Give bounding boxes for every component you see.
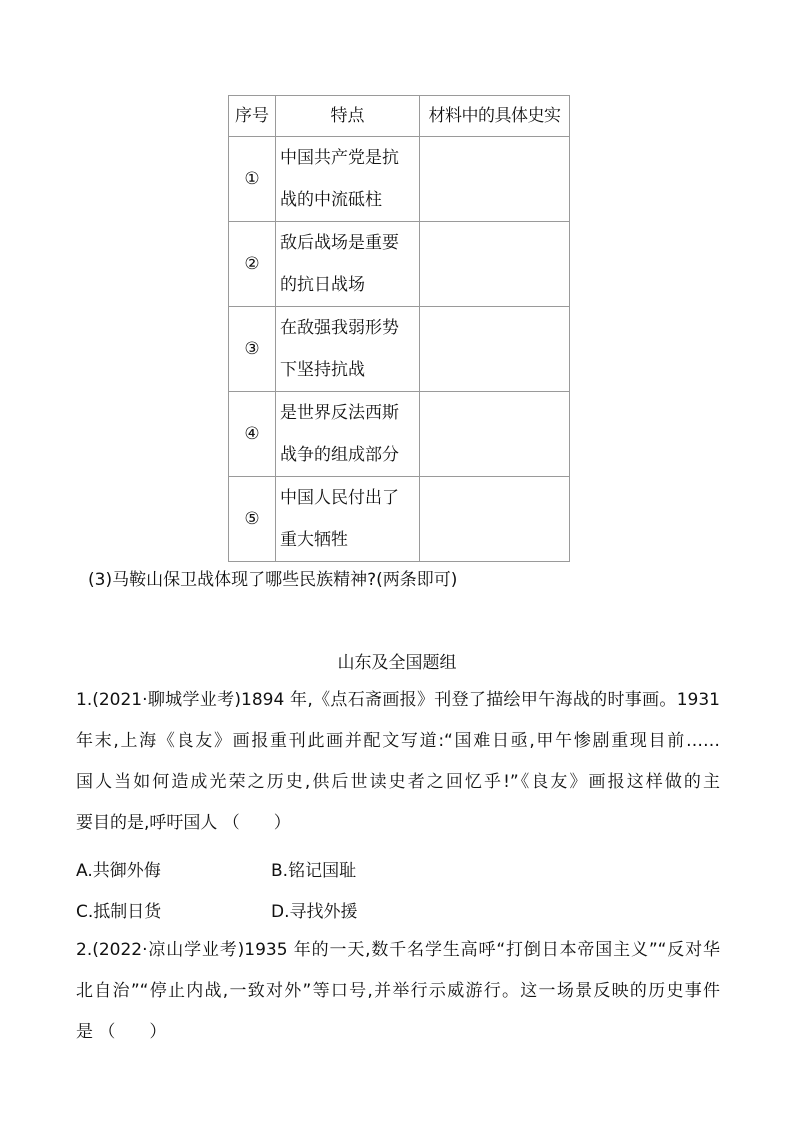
facts-table (228, 95, 570, 562)
row-fact-cell (420, 307, 570, 392)
row-fact-cell (420, 477, 570, 562)
row-number: ④ (229, 392, 276, 477)
question-1-line-1: 1.(2021·聊城学业考)1894 年,《点石斋画报》刊登了描绘甲午海战的时事画。1931 (76, 690, 720, 710)
table-header-row (229, 96, 570, 137)
question-1-option-c[interactable]: C.抵制日货 (76, 902, 162, 922)
table-row (229, 307, 570, 392)
section-title: 山东及全国题组 (337, 653, 457, 673)
header-feature: 特点 (276, 96, 420, 137)
row-fact-cell (420, 392, 570, 477)
row-feature: 在敌强我弱形势 下坚持抗战 (276, 307, 420, 392)
row-feature: 中国共产党是抗 战的中流砥柱 (276, 137, 420, 222)
table-row (229, 222, 570, 307)
header-number: 序号 (229, 96, 276, 137)
question-3-prompt: (3)马鞍山保卫战体现了哪些民族精神?(两条即可) (88, 570, 458, 590)
row-number: ② (229, 222, 276, 307)
table-row (229, 477, 570, 562)
header-fact: 材料中的具体史实 (420, 96, 570, 137)
question-1-line-2: 年末,上海《良友》画报重刊此画并配文写道:“国难日亟,甲午惨剧重现目前…… (76, 731, 720, 751)
question-1-option-d[interactable]: D.寻找外援 (271, 902, 358, 922)
row-number: ① (229, 137, 276, 222)
question-2-line-2: 北自治”“停止内战,一致对外”等口号,并举行示威游行。这一场景反映的历史事件 (76, 981, 720, 1001)
row-feature: 敌后战场是重要 的抗日战场 (276, 222, 420, 307)
question-2-line-1: 2.(2022·凉山学业考)1935 年的一天,数千名学生高呼“打倒日本帝国主义”“反对华 (76, 940, 720, 960)
table-row (229, 137, 570, 222)
question-1-option-b[interactable]: B.铭记国耻 (271, 861, 357, 881)
question-2-line-3: 是 （ ） (76, 1022, 167, 1042)
row-number: ③ (229, 307, 276, 392)
row-fact-cell (420, 222, 570, 307)
row-fact-cell (420, 137, 570, 222)
table-row (229, 392, 570, 477)
row-feature: 中国人民付出了 重大牺牲 (276, 477, 420, 562)
question-1-line-4: 要目的是,呼吁国人 （ ） (76, 813, 291, 833)
question-1-option-a[interactable]: A.共御外侮 (76, 861, 161, 881)
row-feature: 是世界反法西斯 战争的组成部分 (276, 392, 420, 477)
row-number: ⑤ (229, 477, 276, 562)
question-1-line-3: 国人当如何造成光荣之历史,供后世读史者之回忆乎!”《良友》画报这样做的主 (76, 772, 720, 792)
